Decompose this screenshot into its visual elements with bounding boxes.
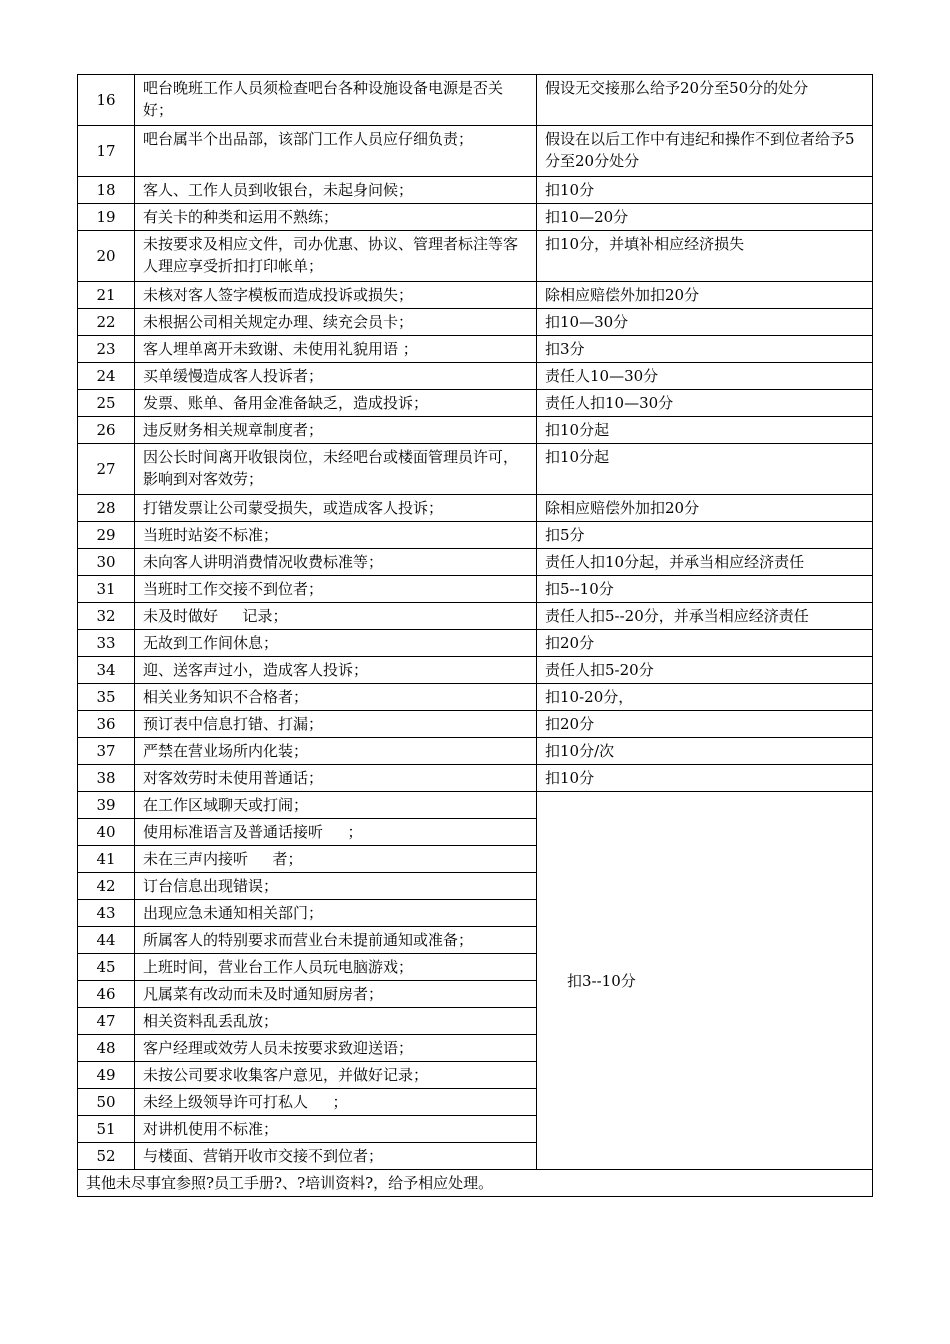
table-row [78, 657, 873, 684]
row-number: 39 [78, 792, 135, 819]
rule-item: 客人、工作人员到收银台，未起身问候； [135, 177, 537, 204]
table-row [78, 444, 873, 495]
row-number: 38 [78, 765, 135, 792]
row-number: 50 [78, 1089, 135, 1116]
rule-item: 上班时间，营业台工作人员玩电脑游戏； [135, 954, 537, 981]
penalty: 扣10-20分， [537, 684, 873, 711]
group-penalty: 扣3--10分 [537, 792, 873, 1170]
rule-item: 吧台属半个出品部，该部门工作人员应仔细负责； [135, 126, 537, 177]
table-row [78, 630, 873, 657]
row-number: 32 [78, 603, 135, 630]
table-row [78, 684, 873, 711]
row-number: 21 [78, 282, 135, 309]
table-row [78, 309, 873, 336]
table-row [78, 204, 873, 231]
penalty: 责任人扣5-20分 [537, 657, 873, 684]
penalty: 责任人扣10分起，并承当相应经济责任 [537, 549, 873, 576]
penalty: 除相应赔偿外加扣20分 [537, 282, 873, 309]
rule-item: 与楼面、营销开收市交接不到位者； [135, 1143, 537, 1170]
rule-item: 未经上级领导许可打私人 ； [135, 1089, 537, 1116]
row-number: 44 [78, 927, 135, 954]
table-row [78, 522, 873, 549]
table-row [78, 231, 873, 282]
rule-item: 当班时站姿不标准； [135, 522, 537, 549]
penalty: 除相应赔偿外加扣20分 [537, 495, 873, 522]
table-row [78, 576, 873, 603]
rule-item: 对客效劳时未使用普通话； [135, 765, 537, 792]
rule-item: 未按要求及相应文件，司办优惠、协议、管理者标注等客人理应享受折扣打印帐单； [135, 231, 537, 282]
row-number: 17 [78, 126, 135, 177]
penalty: 假设无交接那么给予20分至50分的处分 [537, 75, 873, 126]
row-number: 22 [78, 309, 135, 336]
penalty: 责任人10—30分 [537, 363, 873, 390]
table-row [78, 417, 873, 444]
table-row [78, 603, 873, 630]
rule-item: 未核对客人签字模板而造成投诉或损失； [135, 282, 537, 309]
rules-table [77, 74, 873, 1197]
penalty: 扣20分 [537, 711, 873, 738]
row-number: 41 [78, 846, 135, 873]
rule-item: 出现应急未通知相关部门； [135, 900, 537, 927]
table-row [78, 282, 873, 309]
penalty: 扣10分 [537, 765, 873, 792]
penalty: 扣10分起 [537, 417, 873, 444]
rule-item: 无故到工作间休息； [135, 630, 537, 657]
row-number: 46 [78, 981, 135, 1008]
table-row [78, 549, 873, 576]
footer-row [78, 1170, 873, 1197]
row-number: 28 [78, 495, 135, 522]
rule-item: 发票、账单、备用金准备缺乏，造成投诉； [135, 390, 537, 417]
table-row [78, 495, 873, 522]
footer-note: 其他未尽事宜参照?员工手册?、?培训资料?，给予相应处理。 [78, 1170, 873, 1197]
rule-item: 未按公司要求收集客户意见，并做好记录； [135, 1062, 537, 1089]
penalty: 扣10分，并填补相应经济损失 [537, 231, 873, 282]
penalty: 责任人扣5--20分，并承当相应经济责任 [537, 603, 873, 630]
penalty: 扣3分 [537, 336, 873, 363]
row-number: 34 [78, 657, 135, 684]
penalty: 假设在以后工作中有违纪和操作不到位者给予5分至20分处分 [537, 126, 873, 177]
table-row [78, 792, 873, 819]
table-row [78, 738, 873, 765]
table-row [78, 390, 873, 417]
rule-item: 使用标准语言及普通话接听 ； [135, 819, 537, 846]
row-number: 30 [78, 549, 135, 576]
table-row [78, 711, 873, 738]
rule-item: 迎、送客声过小，造成客人投诉； [135, 657, 537, 684]
penalty: 扣5分 [537, 522, 873, 549]
row-number: 20 [78, 231, 135, 282]
row-number: 43 [78, 900, 135, 927]
rule-item: 所属客人的特别要求而营业台未提前通知或准备； [135, 927, 537, 954]
row-number: 27 [78, 444, 135, 495]
table-row [78, 177, 873, 204]
rule-item: 相关业务知识不合格者； [135, 684, 537, 711]
row-number: 42 [78, 873, 135, 900]
rule-item: 有关卡的种类和运用不熟练； [135, 204, 537, 231]
rule-item: 买单缓慢造成客人投诉者； [135, 363, 537, 390]
row-number: 51 [78, 1116, 135, 1143]
penalty: 扣20分 [537, 630, 873, 657]
row-number: 36 [78, 711, 135, 738]
row-number: 19 [78, 204, 135, 231]
row-number: 26 [78, 417, 135, 444]
row-number: 23 [78, 336, 135, 363]
penalty: 扣10—20分 [537, 204, 873, 231]
row-number: 52 [78, 1143, 135, 1170]
rule-item: 客户经理或效劳人员未按要求致迎送语； [135, 1035, 537, 1062]
table-row [78, 126, 873, 177]
rule-item: 凡属菜有改动而未及时通知厨房者； [135, 981, 537, 1008]
rule-item: 订台信息出现错误； [135, 873, 537, 900]
table-row [78, 336, 873, 363]
row-number: 25 [78, 390, 135, 417]
penalty: 扣5--10分 [537, 576, 873, 603]
penalty: 扣10分/次 [537, 738, 873, 765]
rule-item: 客人埋单离开未致谢、未使用礼貌用语 ； [135, 336, 537, 363]
rule-item: 未向客人讲明消费情况收费标准等； [135, 549, 537, 576]
rule-item: 吧台晚班工作人员须检查吧台各种设施设备电源是否关好； [135, 75, 537, 126]
rule-item: 未在三声内接听 者； [135, 846, 537, 873]
table-row [78, 765, 873, 792]
row-number: 29 [78, 522, 135, 549]
rule-item: 在工作区域聊天或打闹； [135, 792, 537, 819]
rule-item: 打错发票让公司蒙受损失，或造成客人投诉； [135, 495, 537, 522]
row-number: 31 [78, 576, 135, 603]
table-row [78, 75, 873, 126]
rule-item: 预订表中信息打错、打漏； [135, 711, 537, 738]
rule-item: 当班时工作交接不到位者； [135, 576, 537, 603]
table-row [78, 363, 873, 390]
rule-item: 因公长时间离开收银岗位，未经吧台或楼面管理员许可，影响到对客效劳； [135, 444, 537, 495]
row-number: 45 [78, 954, 135, 981]
penalty: 扣10分 [537, 177, 873, 204]
penalty: 责任人扣10—30分 [537, 390, 873, 417]
row-number: 37 [78, 738, 135, 765]
rule-item: 严禁在营业场所内化装； [135, 738, 537, 765]
penalty: 扣10分起 [537, 444, 873, 495]
row-number: 47 [78, 1008, 135, 1035]
rule-item: 违反财务相关规章制度者； [135, 417, 537, 444]
rule-item: 未及时做好 记录； [135, 603, 537, 630]
rule-item: 未根据公司相关规定办理、续充会员卡； [135, 309, 537, 336]
row-number: 35 [78, 684, 135, 711]
rule-item: 对讲机使用不标准； [135, 1116, 537, 1143]
row-number: 48 [78, 1035, 135, 1062]
rule-item: 相关资料乱丢乱放； [135, 1008, 537, 1035]
row-number: 49 [78, 1062, 135, 1089]
row-number: 16 [78, 75, 135, 126]
penalty: 扣10—30分 [537, 309, 873, 336]
row-number: 33 [78, 630, 135, 657]
row-number: 40 [78, 819, 135, 846]
rules-table-body [78, 75, 873, 1197]
row-number: 18 [78, 177, 135, 204]
row-number: 24 [78, 363, 135, 390]
